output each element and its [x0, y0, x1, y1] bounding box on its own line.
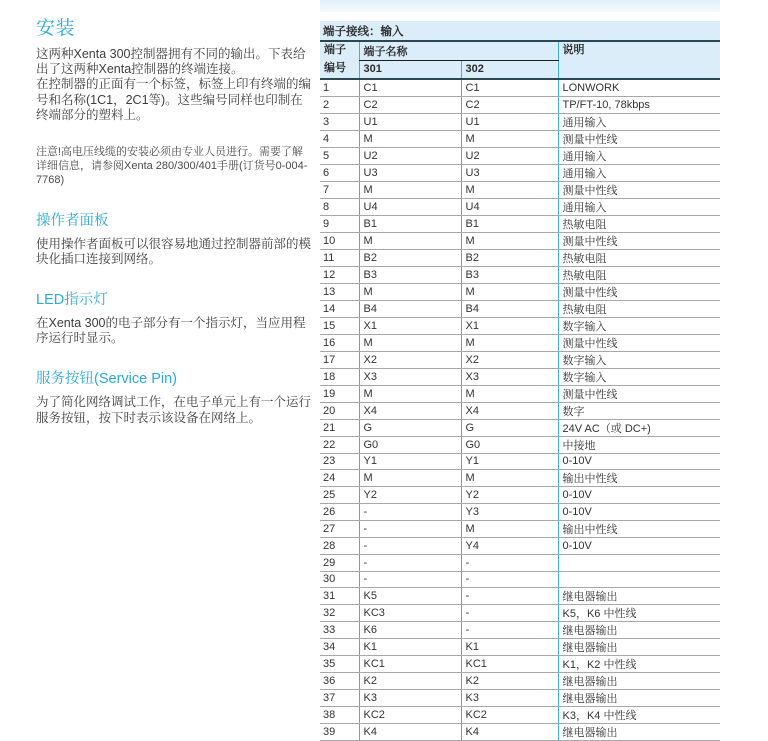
cell-terminal-no: 27 [320, 520, 359, 537]
table-row [320, 334, 720, 351]
service-pin-heading: 服务按钮(Service Pin) [36, 371, 177, 388]
cell-description: 输出中性线 [558, 470, 720, 487]
cell-description: 数字输入 [558, 351, 720, 368]
cell-terminal-no: 5 [320, 147, 359, 164]
cell-name-302: C1 [461, 79, 558, 96]
cell-terminal-no: 7 [320, 181, 359, 198]
cell-name-301: Y2 [359, 487, 461, 504]
section-service-pin [36, 371, 314, 425]
cell-description: 通用输入 [558, 198, 720, 215]
cell-description: 通用输入 [558, 147, 720, 164]
cell-terminal-no: 21 [320, 419, 359, 436]
table-row [320, 130, 720, 147]
header-model-302: 302 [461, 60, 558, 79]
table-row [320, 571, 720, 588]
cell-name-301: - [359, 571, 461, 588]
table-row [320, 639, 720, 656]
cell-description: 0-10V [558, 537, 720, 554]
table-row [320, 622, 720, 639]
cell-terminal-no: 33 [320, 622, 359, 639]
cell-description: 0-10V [558, 453, 720, 470]
cell-name-301: B1 [359, 215, 461, 232]
cell-name-302: K3 [461, 690, 558, 707]
cell-name-301: U1 [359, 113, 461, 130]
cell-terminal-no: 14 [320, 300, 359, 317]
cell-description: 测量中性线 [558, 283, 720, 300]
cell-terminal-no: 34 [320, 639, 359, 656]
table-row [320, 232, 720, 249]
cell-description [558, 554, 720, 571]
cell-name-302: B2 [461, 249, 558, 266]
table-row [320, 487, 720, 504]
cell-description [558, 571, 720, 588]
table-row [320, 385, 720, 402]
cell-terminal-no: 23 [320, 453, 359, 470]
table-row [320, 537, 720, 554]
cell-description: 数字输入 [558, 368, 720, 385]
cell-name-302: X2 [461, 351, 558, 368]
cell-name-301: C1 [359, 79, 461, 96]
cell-name-302: Y3 [461, 504, 558, 521]
cell-description: 热敏电阻 [558, 249, 720, 266]
cell-name-301: M [359, 130, 461, 147]
cell-description: 热敏电阻 [558, 266, 720, 283]
section-installation [36, 18, 314, 188]
cell-description: LONWORK [558, 79, 720, 96]
cell-description: 中接地 [558, 436, 720, 453]
cell-name-302: B3 [461, 266, 558, 283]
cell-name-302: M [461, 283, 558, 300]
cell-description: 测量中性线 [558, 130, 720, 147]
cell-name-302: M [461, 470, 558, 487]
cell-description: 测量中性线 [558, 232, 720, 249]
table-row [320, 266, 720, 283]
cell-name-301: X3 [359, 368, 461, 385]
cell-name-301: G0 [359, 436, 461, 453]
operator-panel-heading: 操作者面板 [36, 212, 109, 229]
installation-paragraph: 这两种Xenta 300控制器拥有不同的输出。下表给出了这两种Xenta控制器的终端连接。 [36, 47, 306, 77]
cell-name-301: K6 [359, 622, 461, 639]
table-row [320, 368, 720, 385]
table-row [320, 605, 720, 622]
cell-name-302: M [461, 520, 558, 537]
cell-name-301: X1 [359, 317, 461, 334]
cell-terminal-no: 3 [320, 113, 359, 130]
table-row [320, 96, 720, 113]
cell-description: 通用输入 [558, 164, 720, 181]
cell-name-301: C2 [359, 96, 461, 113]
cell-description: 热敏电阻 [558, 215, 720, 232]
table-row [320, 436, 720, 453]
table-row [320, 249, 720, 266]
cell-description: 继电器输出 [558, 588, 720, 605]
cell-name-302: G0 [461, 436, 558, 453]
cell-name-301: X2 [359, 351, 461, 368]
header-terminal-name: 端子名称 [359, 41, 558, 60]
section-led-indicator [36, 292, 314, 346]
cell-terminal-no: 38 [320, 707, 359, 724]
cell-name-301: U4 [359, 198, 461, 215]
cell-name-301: M [359, 470, 461, 487]
table-row [320, 181, 720, 198]
cell-name-302: - [461, 605, 558, 622]
cell-name-301: X4 [359, 402, 461, 419]
table-row [320, 656, 720, 673]
header-terminal-number-line1: 端子 [324, 44, 346, 56]
cell-name-301: K3 [359, 690, 461, 707]
cell-description: K3，K4 中性线 [558, 707, 720, 724]
header-description: 说明 [558, 41, 720, 79]
cell-name-302: B1 [461, 215, 558, 232]
cell-name-301: KC2 [359, 707, 461, 724]
cell-description: TP/FT-10, 78kbps [558, 96, 720, 113]
table-row [320, 283, 720, 300]
cell-name-302: M [461, 181, 558, 198]
cell-terminal-no: 13 [320, 283, 359, 300]
table-row [320, 402, 720, 419]
cell-terminal-no: 4 [320, 130, 359, 147]
cell-terminal-no: 17 [320, 351, 359, 368]
table-row [320, 690, 720, 707]
cell-name-302: - [461, 622, 558, 639]
cell-terminal-no: 20 [320, 402, 359, 419]
header-model-301: 301 [359, 60, 461, 79]
cell-terminal-no: 35 [320, 656, 359, 673]
cell-name-302: - [461, 554, 558, 571]
table-row [320, 113, 720, 130]
cell-name-301: - [359, 504, 461, 521]
cell-name-301: KC3 [359, 605, 461, 622]
cell-description: 测量中性线 [558, 385, 720, 402]
cell-name-302: M [461, 232, 558, 249]
table-row [320, 164, 720, 181]
cell-terminal-no: 8 [320, 198, 359, 215]
cell-name-301: KC1 [359, 656, 461, 673]
cell-terminal-no: 9 [320, 215, 359, 232]
table-row [320, 554, 720, 571]
cell-name-302: X3 [461, 368, 558, 385]
cell-name-302: - [461, 571, 558, 588]
cell-terminal-no: 16 [320, 334, 359, 351]
cell-name-301: M [359, 181, 461, 198]
cell-terminal-no: 30 [320, 571, 359, 588]
table-row [320, 504, 720, 521]
cell-name-301: K2 [359, 673, 461, 690]
cell-description: 继电器输出 [558, 622, 720, 639]
table-title-row [320, 21, 720, 41]
cell-name-301: K5 [359, 588, 461, 605]
cell-description: 数字输入 [558, 317, 720, 334]
cell-terminal-no: 10 [320, 232, 359, 249]
cell-terminal-no: 19 [320, 385, 359, 402]
cell-name-302: G [461, 419, 558, 436]
cell-terminal-no: 6 [320, 164, 359, 181]
cell-name-301: - [359, 520, 461, 537]
cell-description: 数字 [558, 402, 720, 419]
terminal-wiring-table [320, 21, 720, 741]
cell-terminal-no: 15 [320, 317, 359, 334]
cell-terminal-no: 24 [320, 470, 359, 487]
led-indicator-heading: LED指示灯 [36, 292, 108, 309]
table-row [320, 673, 720, 690]
cell-name-301: B4 [359, 300, 461, 317]
installation-heading: 安装 [36, 18, 76, 39]
cell-description: K5，K6 中性线 [558, 605, 720, 622]
cell-name-302: M [461, 334, 558, 351]
operator-panel-paragraph: 使用操作者面板可以很容易地通过控制器前部的模块化插口连接到网络。 [36, 236, 312, 266]
cell-name-302: Y1 [461, 453, 558, 470]
table-row [320, 419, 720, 436]
cell-name-301: - [359, 554, 461, 571]
led-indicator-paragraph: 在Xenta 300的电子部分有一个指示灯，当应用程序运行时显示。 [36, 316, 306, 346]
header-terminal-number-line2: 编号 [324, 61, 346, 74]
table-row [320, 198, 720, 215]
table-row [320, 215, 720, 232]
cell-terminal-no: 29 [320, 554, 359, 571]
cell-description: 0-10V [558, 504, 720, 521]
cell-terminal-no: 26 [320, 504, 359, 521]
cell-terminal-no: 18 [320, 368, 359, 385]
cell-name-302: X1 [461, 317, 558, 334]
cell-name-302: C2 [461, 96, 558, 113]
cell-name-302: - [461, 588, 558, 605]
service-pin-paragraph: 为了简化网络调试工作，在电子单元上有一个运行服务按钮，按下时表示该设备在网络上。 [36, 395, 312, 425]
cell-name-301: U3 [359, 164, 461, 181]
cell-name-302: X4 [461, 402, 558, 419]
cell-terminal-no: 39 [320, 724, 359, 741]
header-terminal-number [320, 41, 359, 79]
cell-terminal-no: 1 [320, 79, 359, 96]
cell-description: 继电器输出 [558, 639, 720, 656]
table-header-row-1 [320, 41, 720, 60]
cell-name-301: U2 [359, 147, 461, 164]
cell-terminal-no: 22 [320, 436, 359, 453]
cell-terminal-no: 11 [320, 249, 359, 266]
cell-name-301: Y1 [359, 453, 461, 470]
cell-name-302: M [461, 385, 558, 402]
cell-name-302: Y4 [461, 537, 558, 554]
cell-name-302: M [461, 130, 558, 147]
cell-description: 测量中性线 [558, 334, 720, 351]
cell-name-302: U2 [461, 147, 558, 164]
cell-description: 通用输入 [558, 113, 720, 130]
cell-description: 24V AC（或 DC+) [558, 419, 720, 436]
table-row [320, 724, 720, 741]
cell-terminal-no: 32 [320, 605, 359, 622]
table-row [320, 453, 720, 470]
section-operator-panel [36, 213, 314, 267]
cell-description: 输出中性线 [558, 520, 720, 537]
cell-name-301: K1 [359, 639, 461, 656]
cell-terminal-no: 12 [320, 266, 359, 283]
cell-name-302: KC2 [461, 707, 558, 724]
cell-name-301: - [359, 537, 461, 554]
cell-name-302: Y2 [461, 487, 558, 504]
cell-name-301: K4 [359, 724, 461, 741]
table-row [320, 707, 720, 724]
cell-terminal-no: 37 [320, 690, 359, 707]
table-title: 端子接线：输入 [320, 21, 720, 41]
table-row [320, 588, 720, 605]
cell-name-302: U4 [461, 198, 558, 215]
cell-name-302: U3 [461, 164, 558, 181]
cell-description: 热敏电阻 [558, 300, 720, 317]
cell-name-301: G [359, 419, 461, 436]
installation-note: 注意!高电压线缆的安装必须由专业人员进行。需要了解详细信息，请参阅Xenta 280/300/401手册(订货号0-004-7768) [36, 146, 308, 187]
terminal-table-body [320, 79, 720, 741]
cell-description: 继电器输出 [558, 673, 720, 690]
cell-name-302: U1 [461, 113, 558, 130]
cell-name-302: K4 [461, 724, 558, 741]
cell-name-301: B3 [359, 266, 461, 283]
cell-description: 测量中性线 [558, 181, 720, 198]
cell-terminal-no: 2 [320, 96, 359, 113]
cell-name-302: KC1 [461, 656, 558, 673]
installation-paragraph: 在控制器的正面有一个标签，标签上印有终端的编号和名称(1C1，2C1等)。这些编号同样也印制在终端部分的塑料上。 [36, 77, 312, 122]
table-row [320, 317, 720, 334]
cell-name-301: M [359, 334, 461, 351]
cell-name-302: K1 [461, 639, 558, 656]
table-row [320, 520, 720, 537]
cell-terminal-no: 36 [320, 673, 359, 690]
cell-name-302: B4 [461, 300, 558, 317]
top-decoration-strip [320, 0, 720, 12]
cell-name-301: M [359, 385, 461, 402]
cell-name-301: M [359, 283, 461, 300]
cell-terminal-no: 25 [320, 487, 359, 504]
cell-terminal-no: 28 [320, 537, 359, 554]
table-row [320, 470, 720, 487]
cell-description: 继电器输出 [558, 724, 720, 741]
cell-description: 继电器输出 [558, 690, 720, 707]
cell-terminal-no: 31 [320, 588, 359, 605]
table-row [320, 79, 720, 96]
table-row [320, 351, 720, 368]
table-row [320, 300, 720, 317]
cell-name-302: K2 [461, 673, 558, 690]
cell-name-301: M [359, 232, 461, 249]
cell-description: K1，K2 中性线 [558, 656, 720, 673]
cell-name-301: B2 [359, 249, 461, 266]
table-row [320, 147, 720, 164]
left-text-column [36, 18, 314, 426]
cell-description: 0-10V [558, 487, 720, 504]
